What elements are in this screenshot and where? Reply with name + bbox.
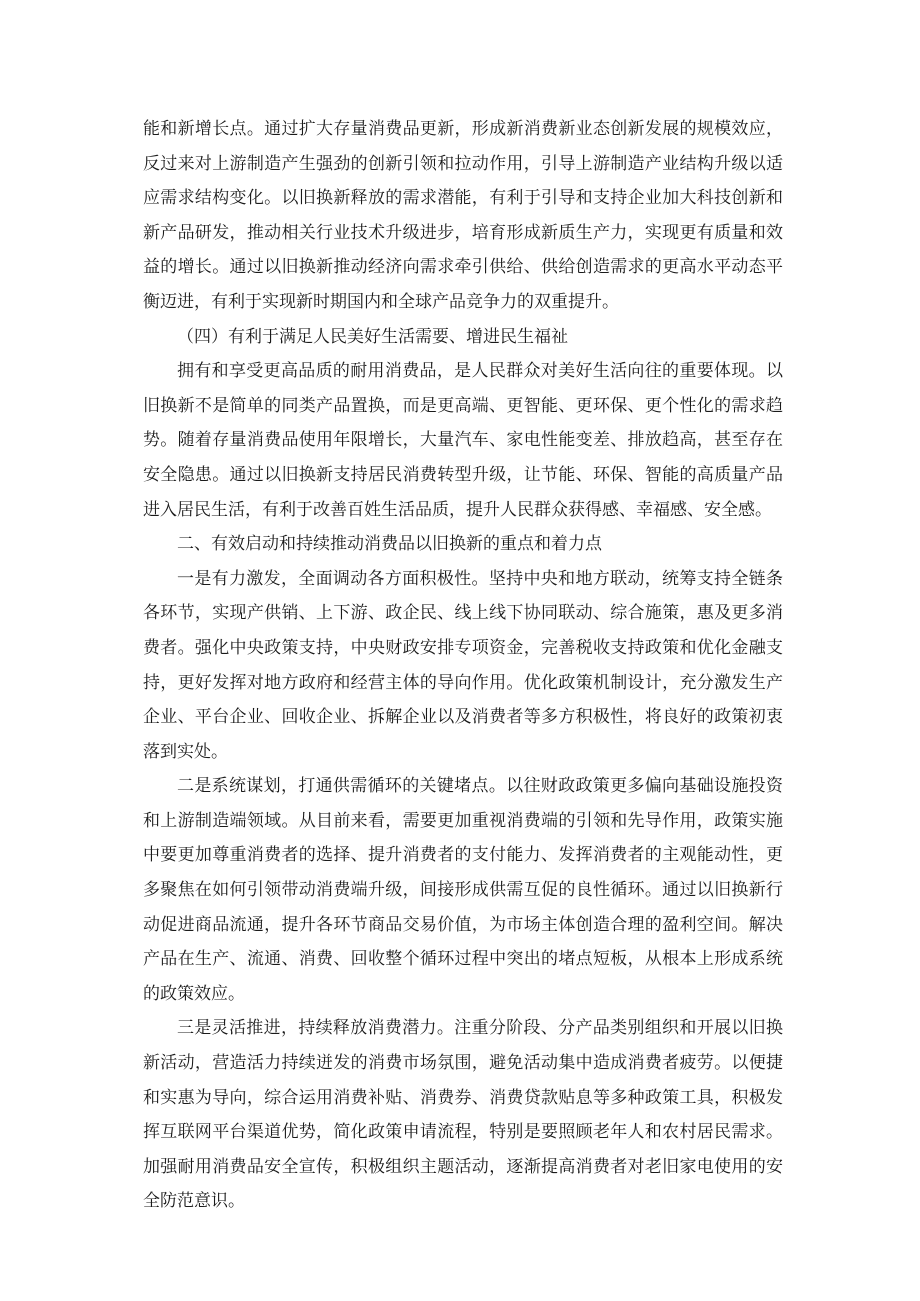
section-heading-four: （四）有利于满足人民美好生活需要、增进民生福祉 <box>177 326 568 347</box>
paragraph-livelihood: 拥有和享受更高品质的耐用消费品，是人民群众对美好生活向往的重要体现。以旧换新不是简单的同类产品置换，而是更高端、更智能、更环保、更个性化的需求趋势。随着存量消费品使用年限增长，大量汽车、家电性能变差、排放趋高，甚至存在安全隐患。通过以旧换新支持居民消费转型升级，让节能、环保、智能的高质量产品进入居民生活，有利于改善百姓生活品质，提升人民群众获得感、幸福感、安全感。 <box>143 361 783 520</box>
paragraph-point-two: 二是系统谋划，打通供需循环的关键堵点。以往财政政策更多偏向基础设施投资和上游制造端领域。从目前来看，需要更加重视消费端的引领和先导作用，政策实施中要更加尊重消费者的选择、提升消费者的支付能力、发挥消费者的主观能动性，更多聚焦在如何引领带动消费端升级，间接形成供需互促的良性循环。通过以旧换新行动促进商品流通，提升各环节商品交易价值，为市场主体创造合理的盈利空间。解决产品在生产、流通、消费、回收整个循环过程中突出的堵点短板，从根本上形成系统的政策效应。 <box>143 776 783 1004</box>
paragraph-continuation: 能和新增长点。通过扩大存量消费品更新，形成新消费新业态创新发展的规模效应，反过来对上游制造产生强劲的创新引领和拉动作用，引导上游制造产业结构升级以适应需求结构变化。以旧换新释放的需求潜能，有利于引导和支持企业加大科技创新和新产品研发，推动相关行业技术升级进步，培育形成新质生产力，实现更有质量和效益的增长。通过以旧换新推动经济向需求牵引供给、供给创造需求的更高水平动态平衡迈进，有利于实现新时期国内和全球产品竞争力的双重提升。 <box>143 119 783 312</box>
section-heading-two: 二、有效启动和持续推动消费品以旧换新的重点和着力点 <box>177 534 602 555</box>
paragraph-point-three: 三是灵活推进，持续释放消费潜力。注重分阶段、分产品类别组织和开展以旧换新活动，营造活力持续迸发的消费市场氛围，避免活动集中造成消费者疲劳。以便捷和实惠为导向，综合运用消费补贴、消费券、消费贷款贴息等多种政策工具，积极发挥互联网平台渠道优势，简化政策申请流程，特别是要照顾老年人和农村居民需求。加强耐用消费品安全宣传，积极组织主题活动，逐渐提高消费者对老旧家电使用的安全防范意识。 <box>143 1018 783 1212</box>
paragraph-point-one: 一是有力激发，全面调动各方面积极性。坚持中央和地方联动，统筹支持全链条各环节，实现产供销、上下游、政企民、线上线下协同联动、综合施策，惠及更多消费者。强化中央政策支持，中央财政安排专项资金，完善税收支持政策和优化金融支持，更好发挥对地方政府和经营主体的导向作用。优化政策机制设计，充分激发生产企业、平台企业、回收企业、拆解企业以及消费者等多方积极性，将良好的政策初衷落到实处。 <box>143 568 783 762</box>
document-body <box>143 112 783 1219</box>
